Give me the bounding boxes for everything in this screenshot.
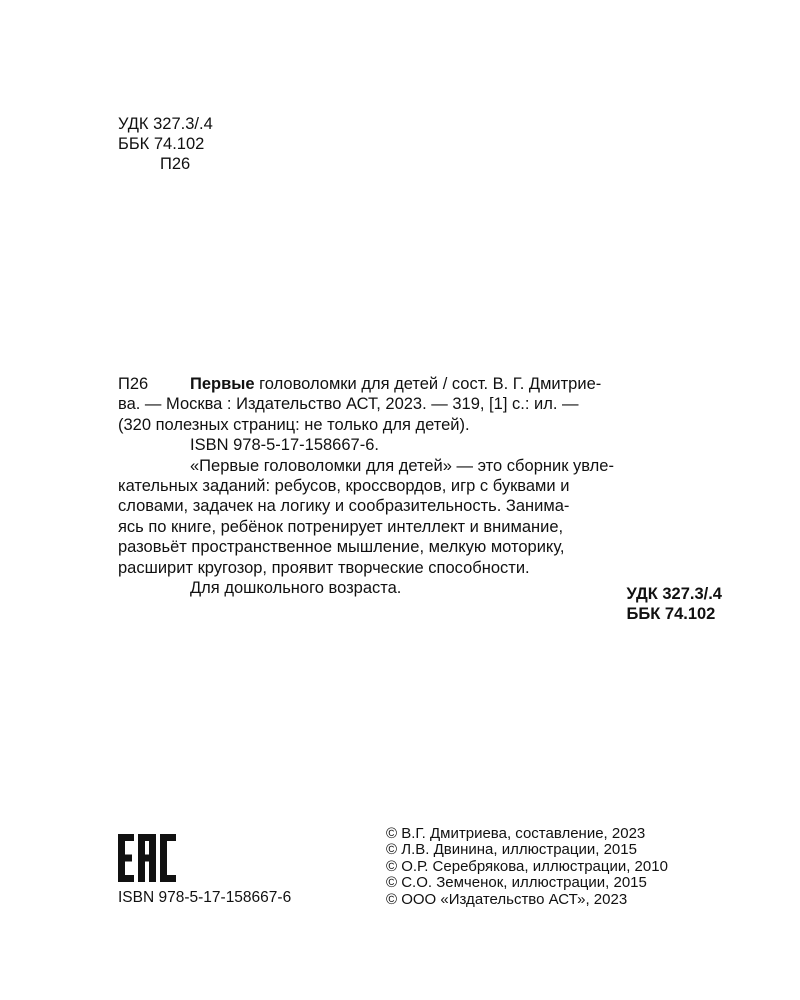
- annotation-line-1: «Первые головоломки для детей» — это сборник увле-: [190, 456, 614, 475]
- audience-line: Для дошкольного возраста.: [190, 579, 402, 598]
- top-bbk-code: ББК 74.102: [118, 135, 205, 153]
- bottom-bbk-code: ББК 74.102: [626, 605, 716, 623]
- annotation-line-6: расширит кругозор, проявит творческие способности.: [118, 558, 530, 577]
- book-title-bold: Первые: [190, 375, 255, 393]
- biblio-line-3: (320 полезных страниц: не только для детей).: [118, 415, 470, 434]
- biblio-text-1: головоломки для детей / сост. В. Г. Дмитрие-: [254, 375, 602, 393]
- top-classification-codes: [118, 114, 213, 174]
- copyright-list: [386, 826, 668, 908]
- top-udk-code: УДК 327.3/.4: [118, 115, 213, 133]
- biblio-line-2: ва. — Москва : Издательство АСТ, 2023. — 319, [1] с.: ил. —: [118, 395, 579, 414]
- copyright-line: © В.Г. Дмитриева, составление, 2023: [386, 825, 646, 842]
- annotation-line-2: кательных заданий: ребусов, кроссвордов, игр с буквами и: [118, 477, 570, 496]
- catalog-card: [118, 374, 722, 598]
- card-author-mark: П26: [118, 375, 149, 393]
- annotation-line-4: ясь по книге, ребёнок потренирует интеллект и внимание,: [118, 517, 564, 536]
- isbn-line: ISBN 978-5-17-158667-6.: [190, 436, 379, 455]
- annotation-line-5: разовьёт пространственное мышление, мелкую моторику,: [118, 538, 565, 557]
- bottom-udk-code: УДК 327.3/.4: [626, 585, 722, 603]
- copyright-line: © С.О. Земченок, иллюстрации, 2015: [386, 874, 647, 892]
- annotation-line-3: словами, задачек на логику и сообразительность. Занима-: [118, 497, 570, 516]
- bottom-classification-codes: [627, 584, 722, 624]
- copyright-line: © Л.В. Двинина, иллюстрации, 2015: [386, 841, 637, 859]
- top-author-mark: П26: [160, 155, 191, 173]
- eac-certification-icon: [118, 834, 176, 882]
- biblio-line-1: [190, 374, 722, 394]
- copyright-line: © ООО «Издательство АСТ», 2023: [386, 890, 628, 908]
- copyright-line: © О.Р. Серебрякова, иллюстрации, 2010: [386, 857, 668, 875]
- isbn-bottom: ISBN 978-5-17-158667-6: [118, 889, 292, 906]
